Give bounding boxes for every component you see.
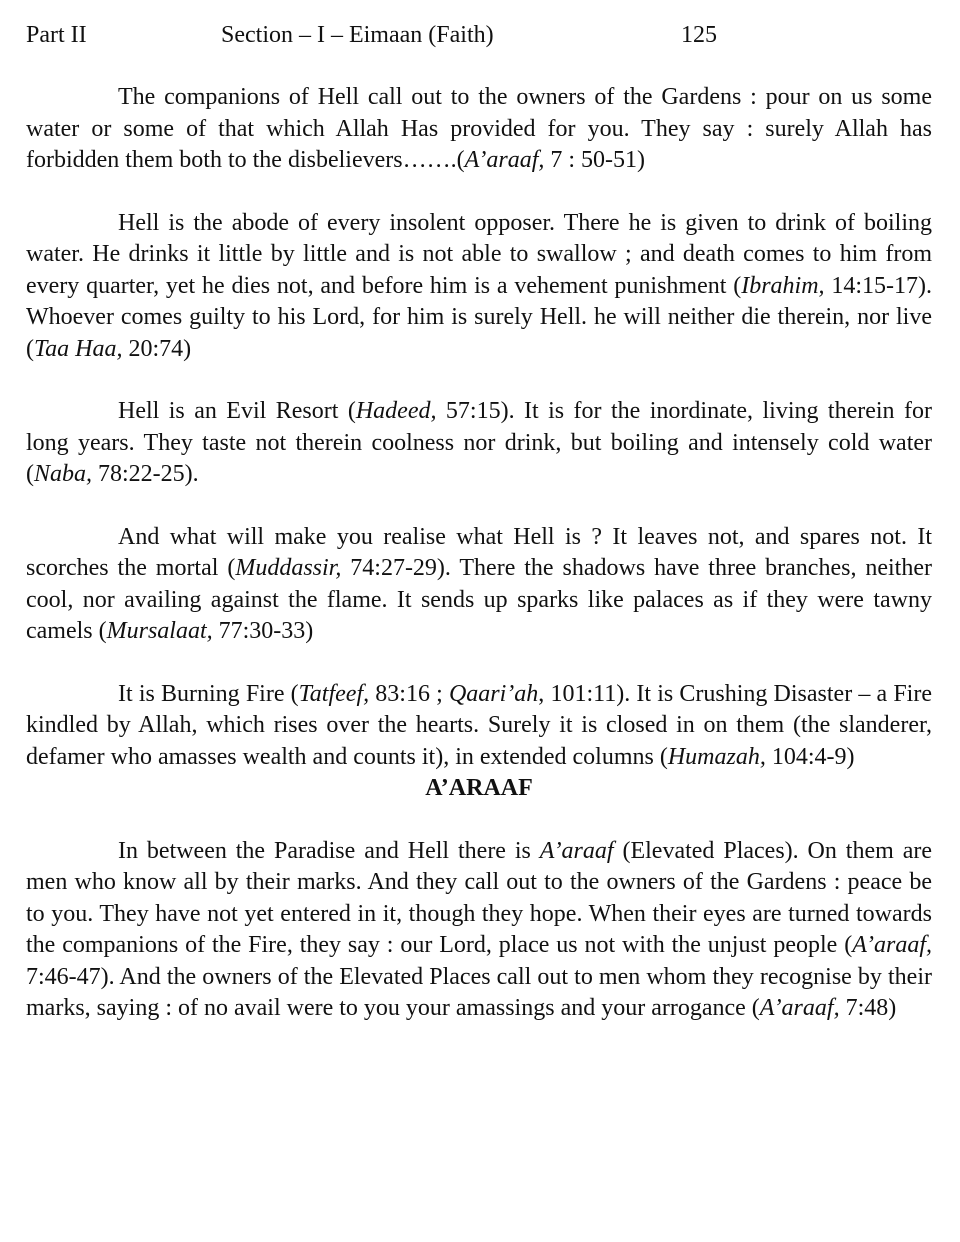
citation-surah: A’araaf,	[852, 932, 932, 958]
header-part: Part II	[26, 22, 87, 48]
paragraph-text: The companions of Hell call out to the owners of the Gardens : pour on us some water or some of that which Allah Has provided for you. They say : surely Allah has forbidden them both to the disbelievers…….	[26, 84, 932, 173]
paragraph-text: 14:15-17). Whoever comes guilty to his Lord, for him is surely Hell. he will neither die therein, nor live (	[26, 272, 932, 362]
header-section-title: Section – I – Eimaan (Faith)	[221, 22, 494, 48]
paragraph-what-hell-is	[26, 522, 932, 648]
page-content	[26, 82, 932, 1025]
citation-verse: 7 : 50-51)	[544, 147, 646, 173]
term-italic: A’araaf	[539, 837, 614, 864]
paragraph-text: 57:15). It is for the inordinate, living therein for long years. They taste not therein coolness nor drink, but boiling and intensely cold water (	[26, 398, 932, 487]
paragraph-text: 7:46-47). And the owners of the Elevated Places call out to men whom they recognise by their marks, saying : of no avail were to you your amassings and your arrogance (	[26, 963, 932, 1021]
paragraph-hell-companions	[26, 82, 932, 177]
citation-surah: Mursalaat,	[106, 618, 213, 644]
paragraph-text: 74:27-29). There the shadows have three branches, neither cool, nor availing against the flame. It sends up sparks like palaces as if they were tawny camels (	[26, 555, 932, 644]
paragraph-hell-abode	[26, 208, 932, 366]
citation-surah: Tatfeef,	[298, 680, 370, 707]
section-heading-araaf: A’ARAAF	[425, 775, 533, 801]
citation-verse: 104:4-9)	[765, 743, 855, 770]
citation-surah: Humazah,	[667, 743, 766, 770]
citation-surah: Ibrahim,	[741, 272, 825, 299]
citation-surah: Muddassir,	[235, 555, 342, 581]
citation-surah: A’araaf,	[464, 147, 545, 173]
paragraph-evil-resort	[26, 396, 932, 491]
paragraph-text: 83:16 ;	[369, 680, 449, 707]
citation-surah: Hadeed,	[355, 398, 437, 424]
citation-surah: Qaari’ah	[448, 680, 539, 707]
paragraph-burning-fire	[26, 679, 932, 774]
paragraph-araaf	[26, 836, 932, 1025]
paragraph-text: In between the Paradise and Hell there is	[118, 837, 540, 864]
citation-verse: 77:30-33)	[212, 618, 314, 644]
paragraph-text: Hell is an Evil Resort (	[118, 398, 356, 424]
paragraph-text: , 101:11). It is Crushing Disaster – a Fire kindled by Allah, which rises over the hearts. Surely it is closed in on them (the slanderer, defamer who amasses wealth and counts it), in extended columns (	[26, 680, 932, 770]
page-header	[26, 18, 932, 52]
paragraph-text: Hell is the abode of every insolent opposer. There he is given to drink of boiling water. He drinks it little by little and is not able to swallow ; and death comes to him from every quarter, yet he dies not, and before him is a vehement punishment (	[26, 209, 932, 299]
paragraph-text: (	[456, 147, 465, 173]
document-page	[26, 18, 932, 1056]
citation-surah: Taa Haa,	[34, 335, 123, 362]
page-number: 125	[681, 22, 717, 48]
citation-verse: 20:74)	[122, 335, 192, 362]
paragraph-text: And what will make you realise what Hell is ? It leaves not, and spares not. It scorches the mortal (	[26, 523, 932, 581]
citation-verse: 7:48)	[839, 995, 897, 1021]
paragraph-text: (Elevated Places). On them are men who know all by their marks. And they call out to the owners of the Gardens : peace be to you. They have not yet entered in it, though they hope. When their eyes are turned towards the companions of the Fire, they say : our Lord, place us not with the unjust people (	[26, 837, 932, 958]
citation-surah: A’araaf,	[759, 995, 840, 1021]
citation-surah: Naba,	[34, 461, 93, 487]
citation-verse: 78:22-25).	[92, 461, 199, 487]
paragraph-text: It is Burning Fire (	[118, 680, 299, 707]
